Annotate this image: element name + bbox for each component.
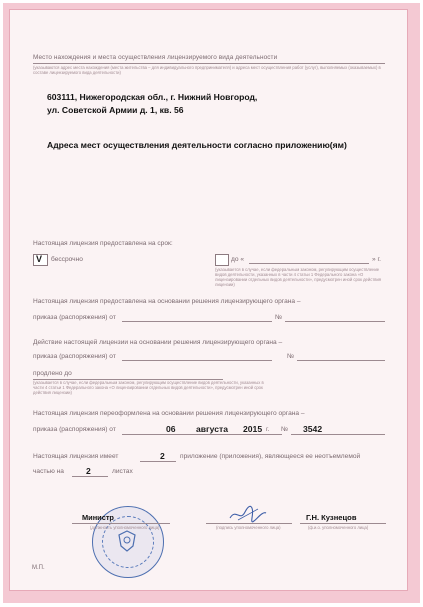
name-note: (ф.и.о. уполномоченного лица) xyxy=(308,525,369,530)
until-line xyxy=(249,263,369,264)
term-label: Настоящая лицензия предоставлена на срок: xyxy=(33,240,173,247)
mp-label: М.П. xyxy=(32,565,45,571)
address-line-3: Адреса мест осуществления деятельности согласно приложению(ям) xyxy=(47,140,347,150)
handwritten-signature xyxy=(228,504,268,524)
sheets-count: 2 xyxy=(86,466,91,476)
extended-label: продлено до xyxy=(33,370,72,377)
until-prefix: до « xyxy=(231,256,245,263)
attachments-count: 2 xyxy=(160,451,165,461)
check-mark: V xyxy=(36,254,43,264)
until-checkbox xyxy=(215,254,229,266)
address-line-2: ул. Советской Армии д. 1, кв. 56 xyxy=(47,105,184,115)
reissue-order-label: приказа (распоряжения) от xyxy=(33,426,116,433)
location-heading: Место нахождения и места осуществления лицензируемого вида деятельности xyxy=(33,54,278,61)
name-line xyxy=(300,523,386,524)
basis-label: Настоящая лицензия предоставлена на основании решения лицензирующего органа – xyxy=(33,298,301,305)
until-suffix: » г. xyxy=(372,256,381,263)
reissue-month: августа xyxy=(196,424,228,434)
attachments-count-line xyxy=(140,461,176,462)
reissue-number-sign: № xyxy=(281,426,289,433)
suspension-order-label: приказа (распоряжения) от xyxy=(33,353,116,360)
reissue-year-suffix: г. xyxy=(266,426,270,433)
reissue-number-line xyxy=(291,434,385,435)
divider xyxy=(33,63,385,64)
attachments-part-prefix: частью на xyxy=(33,468,64,475)
suspension-note: (указывается в случае, если федеральным законом, регулирующим осуществление видов деятельности, указанных в части 4 статьи 1 Федерального закона «О лицензировании отдельных видов деятельности», предусмотрен иной срок действия лицензии) xyxy=(33,380,264,395)
suspension-date-line xyxy=(122,360,272,361)
attachments-prefix: Настоящая лицензия имеет xyxy=(33,453,119,460)
basis-order-label: приказа (распоряжения) от xyxy=(33,314,116,321)
sheets-suffix: листах xyxy=(112,468,133,475)
sheets-line xyxy=(72,476,108,477)
suspension-label: Действие настоящей лицензии на основании решения лицензирующего органа – xyxy=(33,339,283,346)
reissue-number: 3542 xyxy=(303,424,323,434)
suspension-number-sign: № xyxy=(287,353,295,360)
indefinite-checkbox xyxy=(33,254,48,266)
signer-position: Министр xyxy=(82,513,114,522)
sign-line xyxy=(206,523,292,524)
license-page xyxy=(9,9,408,591)
reissue-date-line xyxy=(122,434,282,435)
basis-number-sign: № xyxy=(275,314,283,321)
basis-number-line xyxy=(285,321,385,322)
attachments-suffix: приложение (приложения), являющееся ее неотъемлемой xyxy=(180,453,361,460)
reissue-label: Настоящая лицензия переоформлена на основании решения лицензирующего органа – xyxy=(33,410,305,417)
reissue-year: 2015 xyxy=(243,424,263,434)
indefinite-label: бессрочно xyxy=(51,256,83,263)
location-note: (указываются адрес места нахождения (места жительства – для индивидуального предпринимателя) и адреса мест осуществления работ (услуг), выполняемых (оказываемых) в составе лицензируемого вида деятельности) xyxy=(33,65,381,75)
address-line-1: 603111, Нижегородская обл., г. Нижний Новгород, xyxy=(47,92,258,102)
suspension-number-line xyxy=(297,360,385,361)
signer-name: Г.Н. Кузнецов xyxy=(306,513,357,522)
sign-note: (подпись уполномоченного лица) xyxy=(216,525,281,530)
position-line xyxy=(72,523,170,524)
emblem-icon xyxy=(116,529,138,553)
basis-date-line xyxy=(122,321,272,322)
reissue-day: 06 xyxy=(166,424,176,434)
position-note: (должность уполномоченного лица) xyxy=(90,525,160,530)
term-note: (указывается в случае, если федеральным законом, регулирующим осуществление видов деятельности, указанных в части 4 статьи 1 Федерального закона «О лицензировании отдельных видов деятельности», предусмотрен иной срок действия лицензии) xyxy=(215,267,382,287)
